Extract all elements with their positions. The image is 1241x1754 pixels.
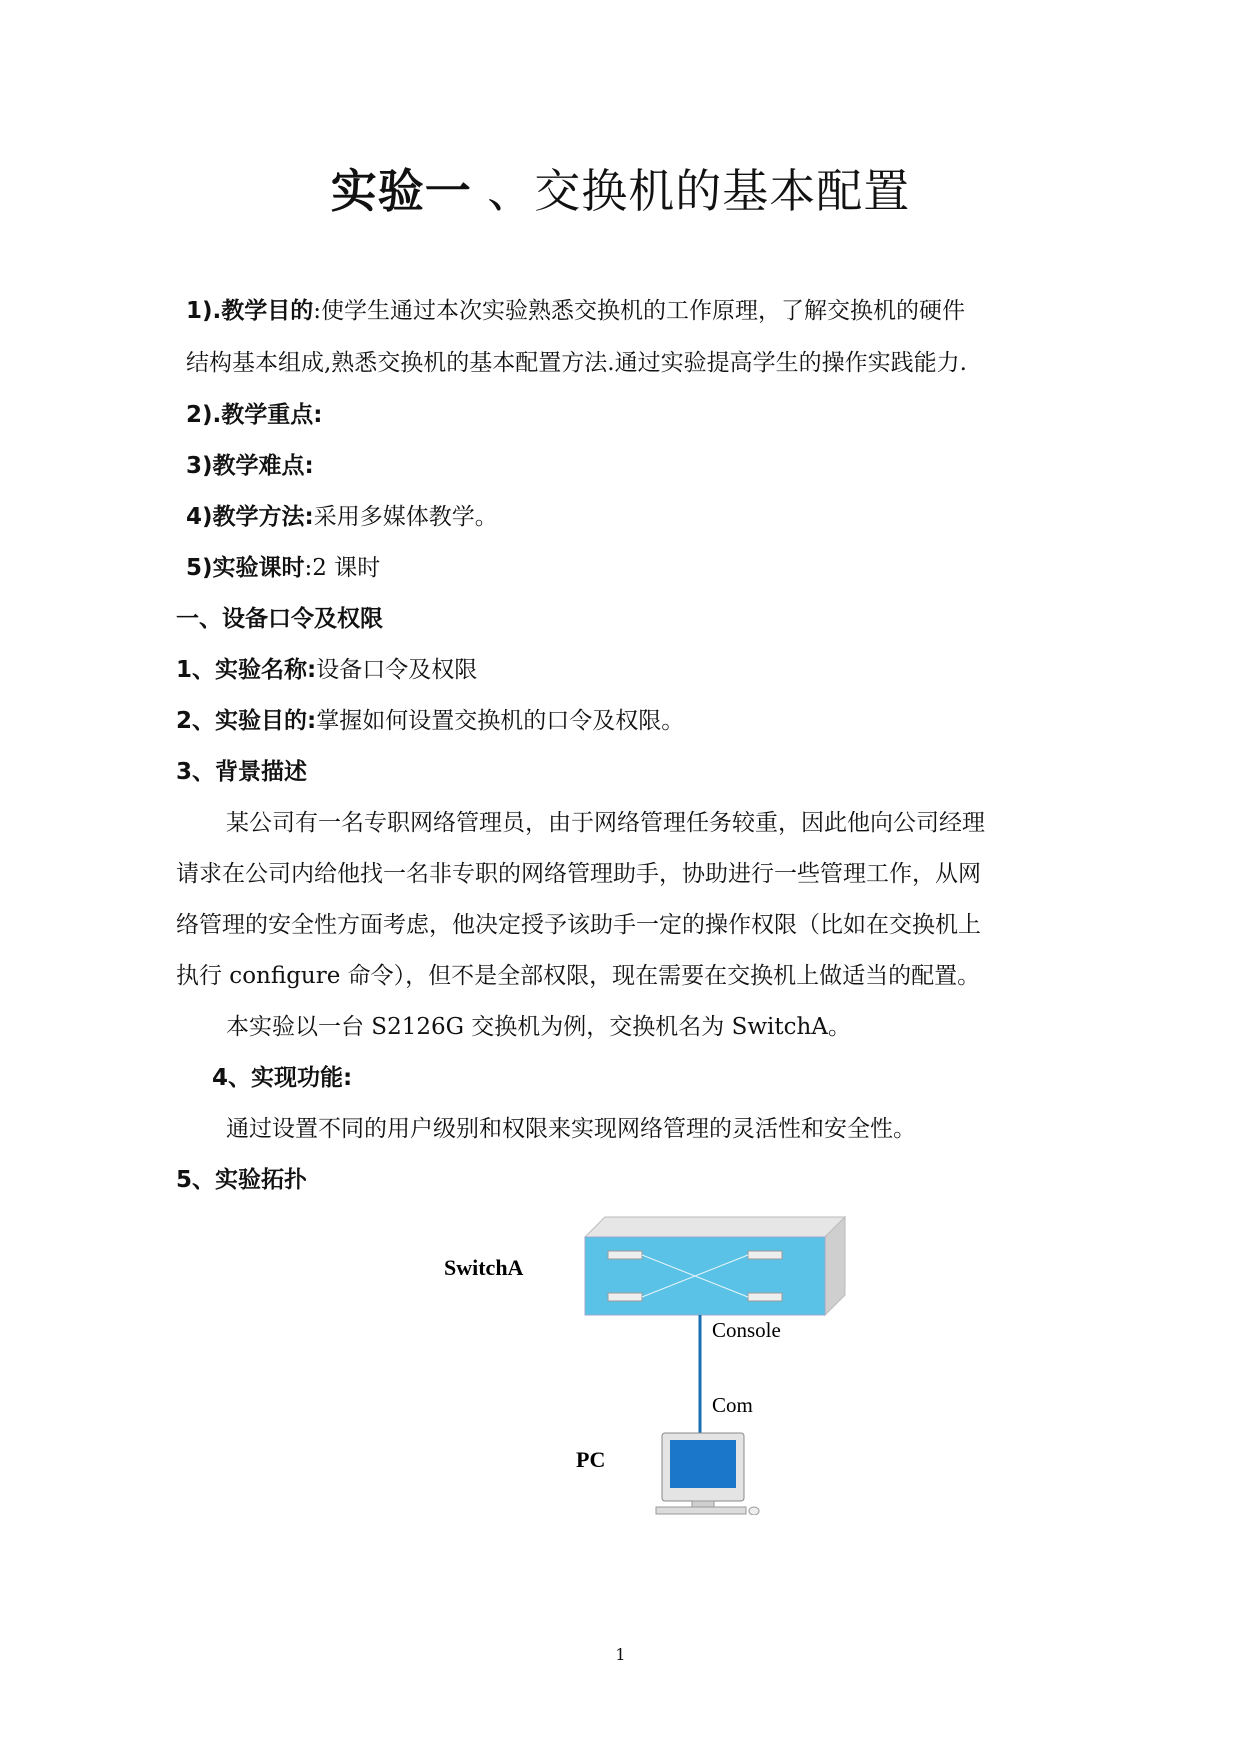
- experiment-purpose: [176, 710, 684, 733]
- item-label: 2).教学重点:: [186, 402, 323, 428]
- background-line: 本实验以一台 S2126G 交换机为例，交换机名为 SwitchA。: [226, 1014, 851, 1040]
- com-label: Com: [712, 1393, 753, 1417]
- purpose-label: 2、实验目的:: [176, 708, 317, 734]
- section-heading: 一、设备口令及权限: [176, 606, 383, 632]
- purpose-value: 掌握如何设置交换机的口令及权限。: [316, 708, 685, 734]
- background-line: 络管理的安全性方面考虑，他决定授予该助手一定的操作权限（比如在交换机上: [176, 912, 981, 938]
- item-teaching-goal: [186, 300, 965, 323]
- item-label: 4)教学方法:: [186, 504, 314, 530]
- item-label: 1).教学目的: [186, 298, 314, 324]
- function-text: 通过设置不同的用户级别和权限来实现网络管理的灵活性和安全性。: [226, 1116, 916, 1142]
- item-method: [186, 506, 498, 529]
- background-heading: 3、背景描述: [176, 759, 308, 785]
- name-label: 1、实验名称:: [176, 657, 317, 683]
- item-text: 采用多媒体教学。: [313, 504, 498, 530]
- page-title: [0, 155, 1241, 221]
- experiment-name: [176, 659, 477, 682]
- pc-icon: [656, 1433, 759, 1515]
- background-line: 某公司有一名专职网络管理员，由于网络管理任务较重，因此他向公司经理: [226, 810, 985, 836]
- title-part1: 实验一: [330, 164, 472, 218]
- page-number: 1: [615, 1645, 626, 1664]
- item-difficulties: [186, 455, 314, 478]
- name-value: 设备口令及权限: [316, 657, 478, 683]
- console-label: Console: [712, 1318, 781, 1342]
- switch-label: SwitchA: [444, 1255, 524, 1280]
- item-teaching-goal-cont: [186, 352, 967, 375]
- item-text: 结构基本组成,熟悉交换机的基本配置方法.通过实验提高学生的操作实践能力.: [186, 350, 967, 376]
- topology-diagram: [430, 1215, 860, 1515]
- item-hours: [186, 557, 380, 580]
- item-key-points: [186, 404, 322, 427]
- pc-label: PC: [576, 1447, 606, 1472]
- item-label: 5)实验课时: [186, 555, 305, 581]
- item-text: :使学生通过本次实验熟悉交换机的工作原理，了解交换机的硬件: [313, 298, 966, 324]
- topology-heading: 5、实验拓扑: [176, 1167, 308, 1193]
- switch-icon: [585, 1217, 845, 1315]
- title-part2: 、交换机的基本配置: [471, 164, 911, 218]
- background-line: 执行 configure 命令），但不是全部权限，现在需要在交换机上做适当的配置。: [176, 963, 981, 989]
- function-heading: 4、实现功能:: [212, 1065, 353, 1091]
- item-label: 3)教学难点:: [186, 453, 314, 479]
- background-line: 请求在公司内给他找一名非专职的网络管理助手，协助进行一些管理工作，从网: [176, 861, 981, 887]
- item-text: :2 课时: [304, 555, 381, 581]
